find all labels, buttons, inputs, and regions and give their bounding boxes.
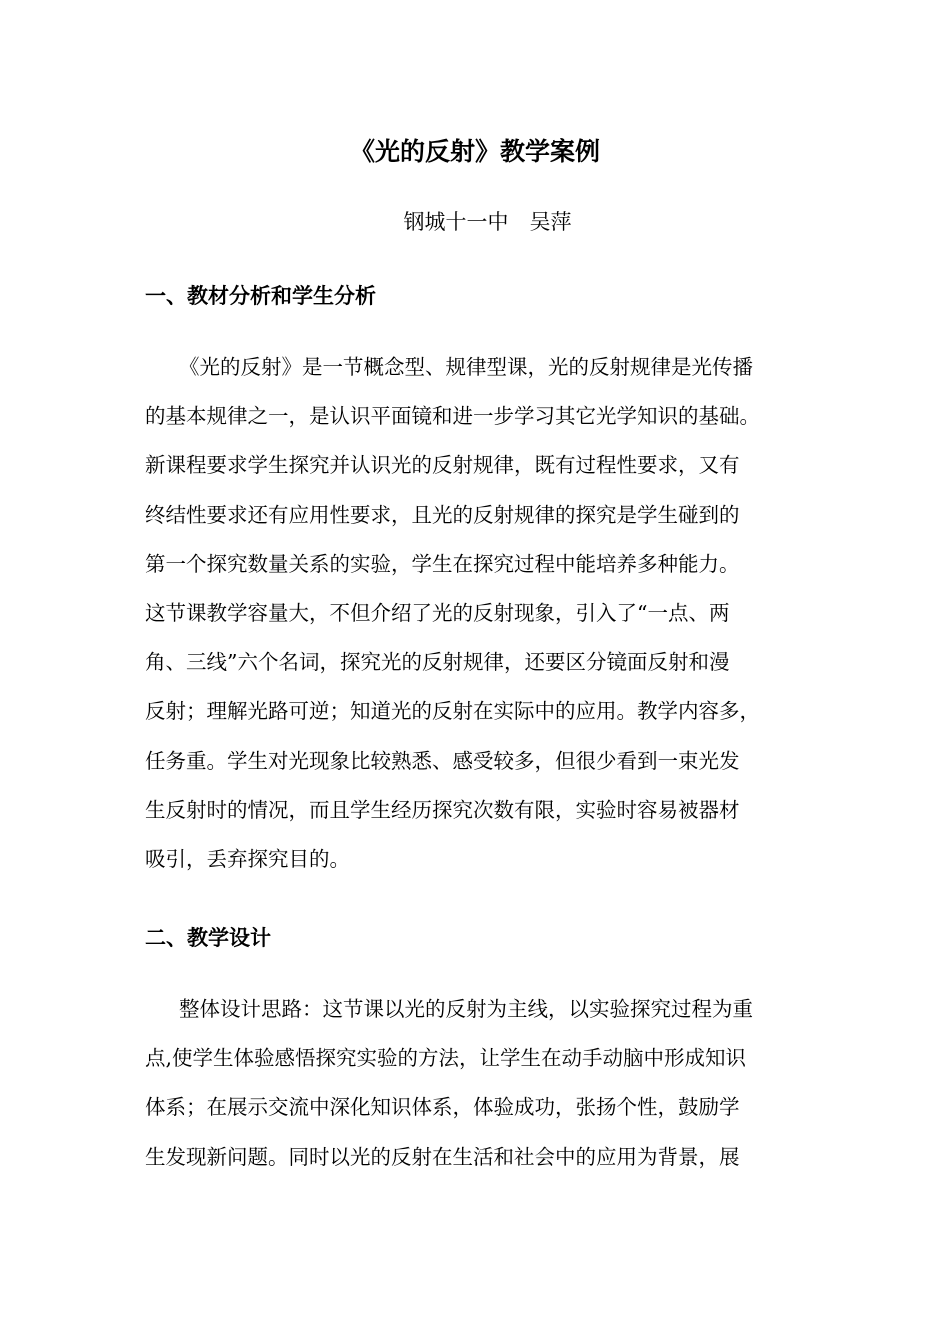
paragraph-line: 新课程要求学生探究并认识光的反射规律，既有过程性要求，又有	[145, 453, 740, 478]
paragraph-line: 终结性要求还有应用性要求，且光的反射规律的探究是学生碰到的	[145, 502, 740, 527]
paragraph-line: 反射；理解光路可逆；知道光的反射在实际中的应用。教学内容多，	[145, 699, 760, 724]
section-heading-1: 一、教材分析和学生分析	[145, 284, 376, 308]
paragraph-line: 任务重。学生对光现象比较熟悉、感受较多，但很少看到一束光发	[145, 748, 740, 773]
paragraph-line: 第一个探究数量关系的实验，学生在探究过程中能培养多种能力。	[145, 551, 740, 576]
paragraph-line: 《光的反射》是一节概念型、规律型课，光的反射规律是光传播	[179, 355, 753, 379]
author-line: 钢城十一中 吴萍	[403, 210, 572, 234]
section-1-paragraph	[145, 343, 815, 884]
paragraph-line: 这节课教学容量大，不但介绍了光的反射现象，引入了“一点、两	[145, 600, 730, 625]
paragraph-line: 体系；在展示交流中深化知识体系，体验成功，张扬个性，鼓励学	[145, 1095, 740, 1120]
paragraph-line: 点,使学生体验感悟探究实验的方法，让学生在动手动脑中形成知识	[145, 1046, 747, 1071]
paragraph-line: 生发现新问题。同时以光的反射在生活和社会中的应用为背景，展	[145, 1144, 740, 1169]
paragraph-line: 吸引，丢弃探究目的。	[145, 846, 350, 871]
document-title: 《光的反射》教学案例	[349, 137, 600, 166]
paragraph-line: 角、三线”六个名词，探究光的反射规律，还要区分镜面反射和漫	[145, 650, 730, 675]
paragraph-line: 整体设计思路：这节课以光的反射为主线，以实验探究过程为重	[179, 997, 753, 1021]
section-heading-2: 二、教学设计	[145, 926, 271, 950]
paragraph-line: 的基本规律之一，是认识平面镜和进一步学习其它光学知识的基础。	[145, 404, 760, 429]
section-2-paragraph	[145, 985, 815, 1182]
paragraph-line: 生反射时的情况，而且学生经历探究次数有限，实验时容易被器材	[145, 797, 740, 822]
